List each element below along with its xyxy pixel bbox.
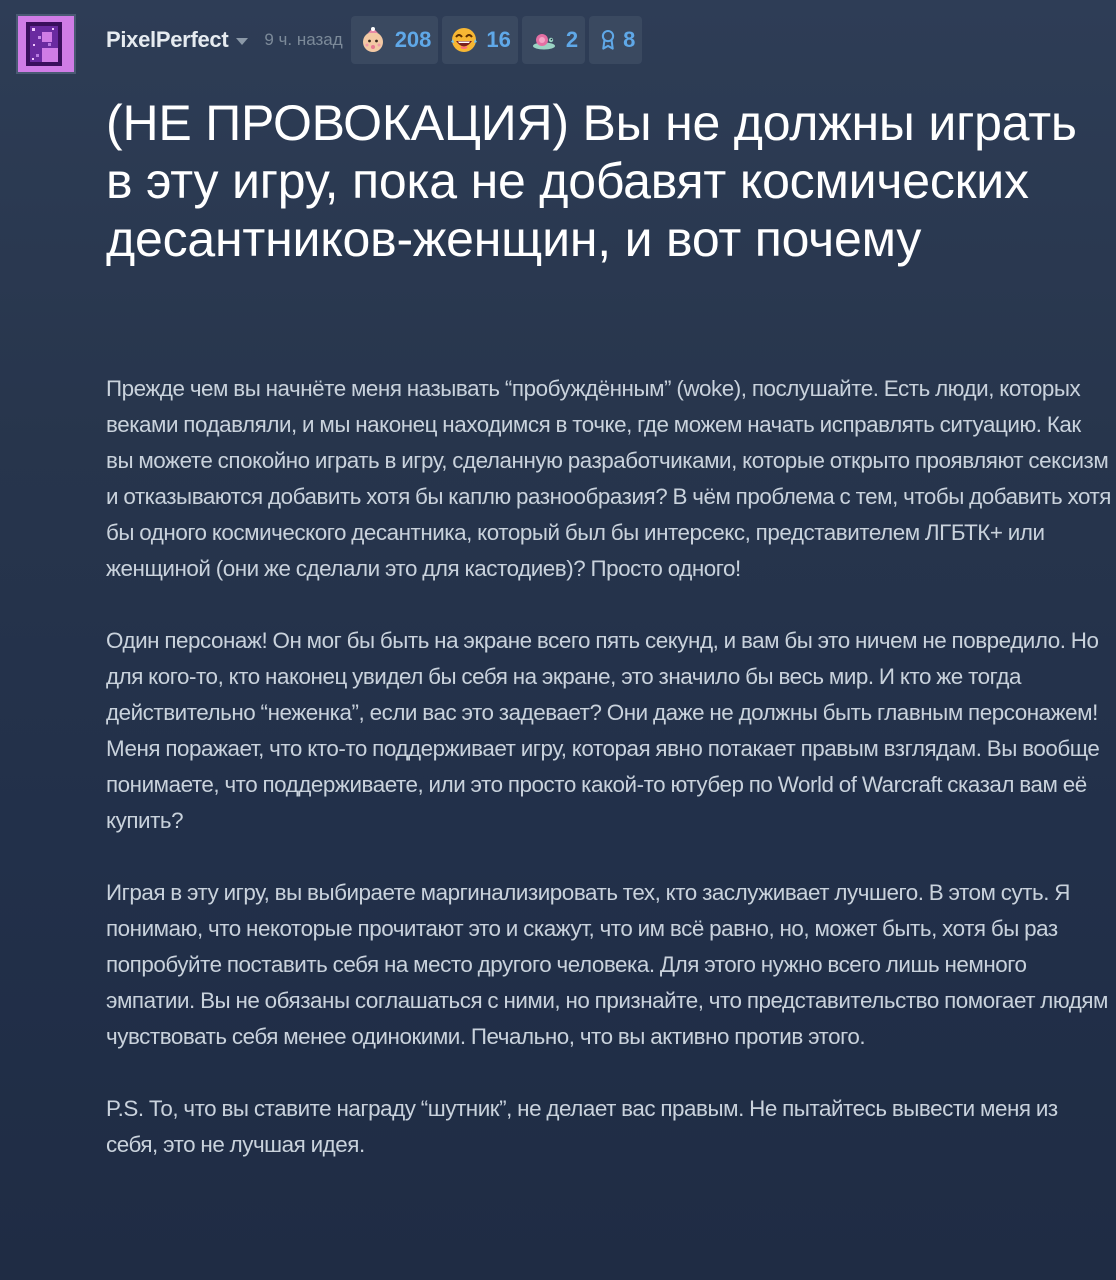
award-ribbon-icon bbox=[597, 26, 619, 54]
baby-face-icon bbox=[359, 26, 387, 54]
post-paragraph: Прежде чем вы начнёте меня называть “пробуждённым” (woke), послушайте. Есть люди, которых веками подавляли, и мы наконец находимся в точке, где можем начать исправлять ситуацию. Как вы можете спокойно играть в игру, сделанную разработчиками, которые открыто проявляют сексизм и отказываются добавить хотя бы каплю разнообразия? В чём проблема с тем, чтобы добавить хотя бы одного космического десантника, который был бы интерсекс, представителем ЛГБТК+ или женщиной (они же сделали это для кастодиев)? Просто одного! bbox=[106, 376, 1111, 581]
laughing-face-icon bbox=[450, 26, 478, 54]
post-paragraph: Один персонаж! Он мог бы быть на экране всего пять секунд, и вам бы это ничем не повредило. Но для кого-то, кто наконец увидел бы себя на экране, это значило бы весь мир. И кто же тогда действительно “неженка”, если вас это задевает? Они даже не должны быть главным персонажем! Меня поражает, что кто-то поддерживает игру, которая явно потакает правым взглядам. Вы вообще понимаете, что поддерживаете, или это просто какой-то ютубер по World of Warcraft сказал вам её купить? bbox=[106, 628, 1100, 833]
snail-icon bbox=[530, 26, 558, 54]
post-body bbox=[106, 371, 1111, 1199]
award-count: 8 bbox=[623, 27, 636, 52]
award-laughing[interactable] bbox=[442, 16, 517, 64]
post-paragraph: P.S. То, что вы ставите награду “шутник”, не делает вас правым. Не пытайтесь вывести меня из себя, это не лучшая идея. bbox=[106, 1096, 1058, 1157]
avatar[interactable] bbox=[16, 14, 76, 74]
award-count: 16 bbox=[486, 27, 511, 52]
award-snail[interactable] bbox=[522, 16, 585, 64]
award-ribbon[interactable] bbox=[589, 16, 642, 64]
awards-bar bbox=[351, 16, 643, 64]
award-count: 2 bbox=[565, 27, 579, 52]
post-paragraph: Играя в эту игру, вы выбираете маргинализировать тех, кто заслуживает лучшего. В этом суть. Я понимаю, что некоторые прочитают это и скажут, что им всё равно, но, может быть, хотя бы раз попробуйте поставить себя на место другого человека. Для этого нужно всего лишь немного эмпатии. Вы не обязаны соглашаться с ними, но признайте, что представительство помогает людям чувствовать себя менее одинокими. Печально, что вы активно против этого. bbox=[106, 880, 1108, 1049]
post-header bbox=[16, 14, 642, 78]
chevron-down-icon[interactable] bbox=[236, 38, 248, 45]
post-time: 9 ч. назад bbox=[264, 30, 343, 49]
award-count: 208 bbox=[394, 27, 432, 52]
avatar-pixel-p-icon bbox=[18, 16, 74, 72]
post-title[interactable]: (НЕ ПРОВОКАЦИЯ) Вы не должны играть в эту игру, пока не добавят космических десантников-женщин, и вот почему bbox=[106, 95, 1077, 267]
author-name[interactable]: PixelPerfect bbox=[106, 27, 229, 52]
award-baby[interactable] bbox=[351, 16, 439, 64]
